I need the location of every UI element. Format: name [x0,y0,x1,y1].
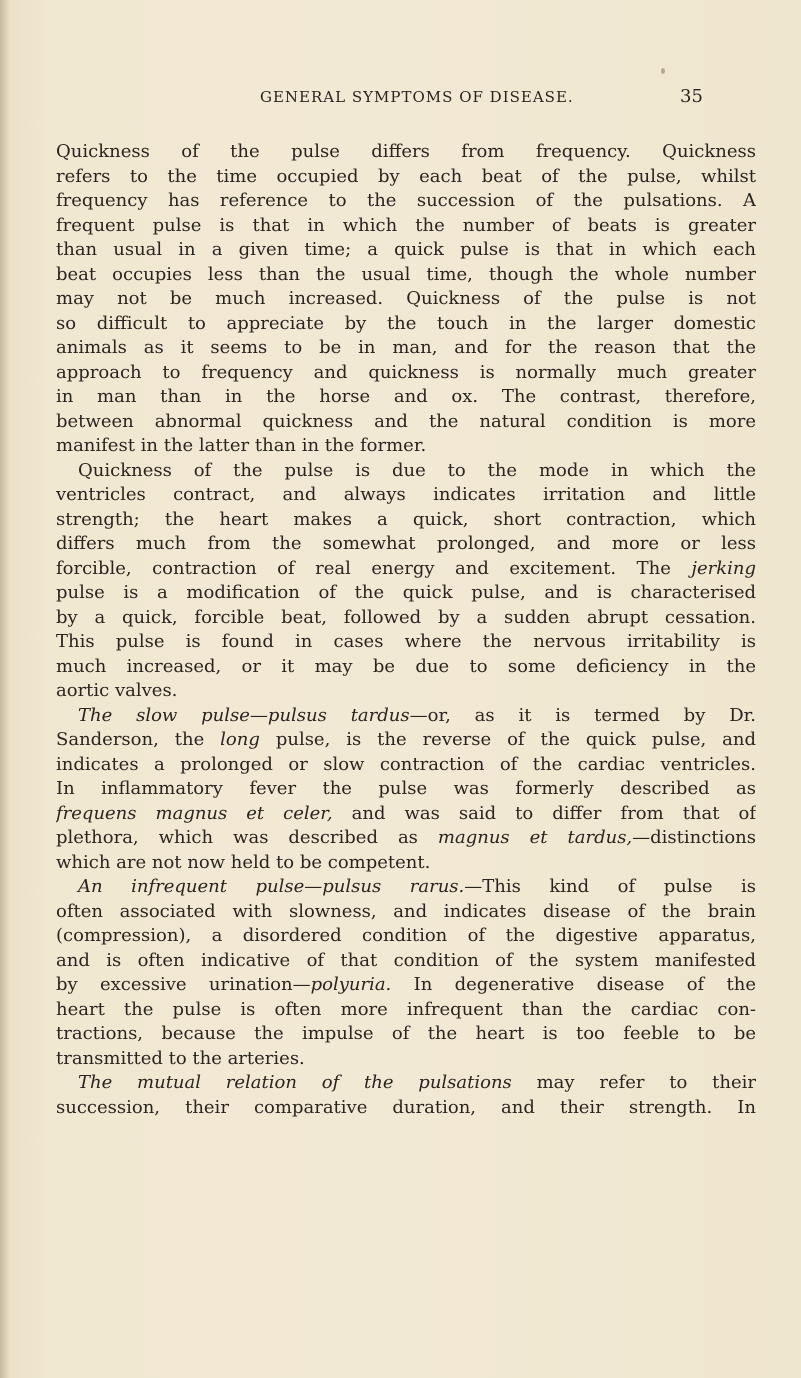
text-line [56,410,756,435]
text-line [56,728,756,753]
text-segment: tractions, because the impulse of the heart is too feeble to be [56,1023,756,1044]
text-line [56,189,756,214]
text-line [56,802,756,827]
text-line [56,459,756,484]
page-number: 35 [680,86,703,107]
text-segment: which are not now held to be competent. [56,851,431,873]
spine-shadow [0,0,10,1378]
italic-text: frequens magnus et celer, [56,802,333,824]
text-line [56,385,756,410]
text-line [56,581,756,606]
text-segment: Quickness of the pulse is due to the mode in which the [78,459,756,481]
italic-text: long [220,729,260,750]
text-segment: indicates a prolonged or slow contraction of the cardiac ventricles. [56,753,756,775]
text-line [56,238,756,263]
text-line [56,826,756,851]
text-line [56,1071,756,1096]
italic-text: magnus et tardus, [437,827,633,848]
text-segment: animals as it seems to be in man, and for the reason that the [56,337,756,358]
text-segment: often associated with slowness, and indicates disease of the brain [56,900,756,922]
text-line [56,704,756,729]
text-line [56,630,756,655]
italic-text: jerking [691,557,756,579]
text-line [56,557,756,582]
text-segment: —or, as it is termed by Dr. [409,704,756,726]
text-segment: refers to the time occupied by each beat of the pulse, whilst [56,165,756,187]
text-line [56,287,756,312]
text-segment: pulse, is the reverse of the quick pulse, and [259,729,756,750]
text-line [56,532,756,557]
text-line [56,655,756,680]
text-line [56,263,756,288]
text-segment: forcible, contraction of real energy and excitement. The [56,557,692,579]
text-segment: manifest in the latter than in the former. [56,435,427,456]
italic-text: The mutual relation of the pulsations [78,1072,512,1093]
text-line [56,312,756,337]
text-line [56,165,756,190]
text-segment: and is often indicative of that condition of the system manifested [56,949,756,971]
text-line [56,1047,756,1072]
italic-text: The slow pulse—pulsus tardus [78,704,410,726]
italic-text: An infrequent pulse—pulsus rarus. [78,876,465,897]
text-line [56,1022,756,1047]
text-line [56,1096,756,1121]
text-line [56,483,756,508]
text-segment: frequent pulse is that in which the number of beats is greater [56,214,756,236]
text-segment: plethora, which was described as [56,827,438,848]
text-line [56,336,756,361]
text-segment: much increased, or it may be due to some deficiency in the [56,655,756,677]
text-line [56,924,756,949]
text-segment: between abnormal quickness and the natural condition is more [56,410,756,432]
text-segment: Sanderson, the [56,729,221,750]
text-line [56,434,756,459]
text-segment: pulse is a modification of the quick pulse, and is characterised [56,582,756,603]
text-line [56,508,756,533]
text-segment: by excessive urination— [56,974,311,995]
text-segment: heart the pulse is often more infrequent than the cardiac con- [56,998,756,1020]
text-segment: ventricles contract, and always indicates irritation and little [56,484,756,505]
text-line [56,851,756,876]
text-line [56,214,756,239]
text-line [56,973,756,998]
text-segment: and was said to differ from that of [332,802,756,824]
text-line [56,606,756,631]
text-segment: may not be much increased. Quickness of the pulse is not [56,288,756,309]
text-segment: Quickness of the pulse differs from frequency. Quickness [56,141,756,162]
text-line [56,679,756,704]
text-line [56,949,756,974]
text-segment: In degenerative disease of the [391,974,756,995]
text-line [56,753,756,778]
text-segment: —This kind of pulse is [464,876,756,897]
italic-text: polyuria. [310,974,392,995]
paper-speck [661,68,665,74]
text-line [56,998,756,1023]
text-segment: so difficult to appreciate by the touch in the larger domestic [56,312,756,334]
text-segment: beat occupies less than the usual time, though the whole number [56,263,756,285]
running-head [0,88,801,112]
text-segment: succession, their comparative duration, and their strength. In [56,1096,756,1118]
text-line [56,875,756,900]
text-segment: aortic valves. [56,680,178,701]
text-segment: transmitted to the arteries. [56,1047,305,1069]
text-segment: in man than in the horse and ox. The contrast, therefore, [56,386,756,407]
running-title: GENERAL SYMPTOMS OF DISEASE. [260,88,574,106]
text-segment: differs much from the somewhat prolonged, and more or less [56,533,756,554]
text-segment: This pulse is found in cases where the nervous irritability is [56,631,756,652]
text-line [56,361,756,386]
body-text [56,140,756,1120]
text-segment: may refer to their [511,1072,756,1093]
text-segment: frequency has reference to the succession of the pulsations. A [56,190,756,211]
text-segment: strength; the heart makes a quick, short contraction, which [56,508,756,530]
text-line [56,140,756,165]
text-line [56,900,756,925]
text-segment: (compression), a disordered condition of the digestive apparatus, [56,925,756,946]
text-segment: by a quick, forcible beat, followed by a sudden abrupt cessation. [56,606,756,628]
text-line [56,777,756,802]
text-segment: —distinctions [632,827,756,848]
text-segment: than usual in a given time; a quick pulse is that in which each [56,239,756,260]
text-segment: In inflammatory fever the pulse was formerly described as [56,778,756,799]
text-segment: approach to frequency and quickness is normally much greater [56,361,756,383]
